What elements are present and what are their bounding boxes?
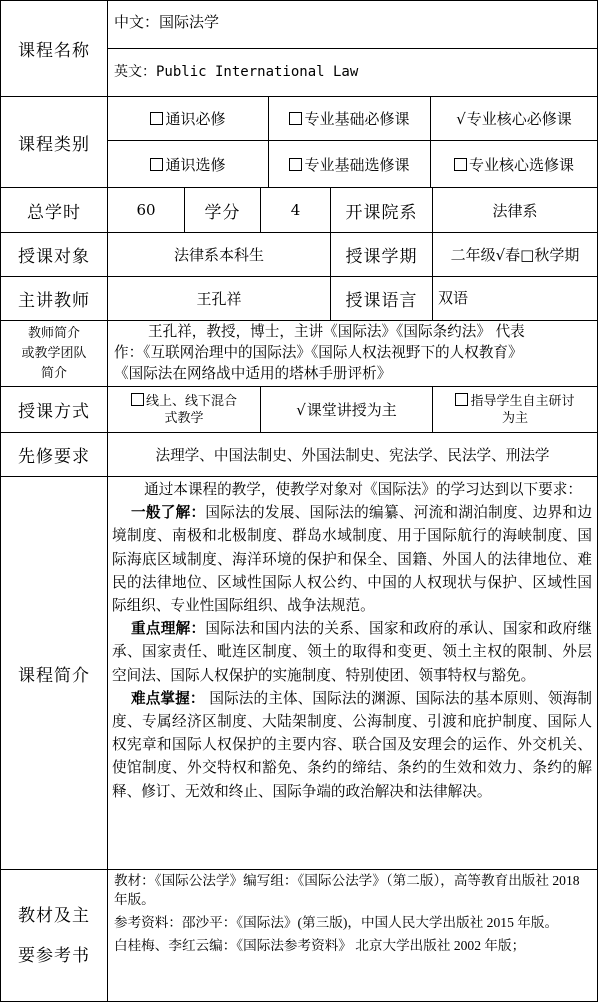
course-name-label: 课程名称: [18, 41, 90, 61]
teacher-intro-line: 作：《互联网治理中的国际法》《国际人权法视野下的人权教育》: [114, 344, 523, 361]
course-name-cn: 中文：国际法学: [114, 13, 220, 31]
checkbox-icon: [150, 158, 163, 171]
teacher-intro-line: 王孔祥，教授，博士，主讲《国际法》《国际条约法》 代表: [148, 323, 525, 340]
check-mark-icon: √: [456, 109, 466, 128]
checkbox-icon: [131, 393, 144, 406]
course-summary-text: [112, 478, 592, 803]
category-option: 通识必修: [108, 97, 268, 140]
language-label: 授课语言: [345, 291, 418, 311]
lecturer-value: 王孔祥: [196, 290, 242, 308]
prerequisites-label: 先修要求: [18, 447, 90, 467]
audience-value: 法律系本科生: [173, 246, 264, 264]
method-option-selected: √ 课堂讲授为主: [296, 400, 397, 419]
teacher-intro-line: 《国际法在网络战中适用的塔林手册评析》: [114, 365, 392, 382]
course-name-en: 英文：Public International Law: [114, 64, 359, 80]
summary-key: 重点理解：国际法和国内法的关系、国家和政府的承认、国家和政府继承、国家责任、毗连区制度、领土的取得和变更、领土主权的限制、外层空间法、国际人权保护的实施制度、特别使团、领事特权与豁免。: [112, 620, 592, 684]
department-label: 开课院系: [345, 202, 418, 223]
checkbox-icon: [455, 393, 468, 406]
summary-general: 一般了解：国际法的发展、国际法的编纂、河流和湖泊制度、边界和边境制度、南极和北极制度、群岛水域制度、用于国际航行的海峡制度、国际海底区域制度、海洋环境的保护和保全、国籍、外国人的法律地位、难民的法律地位、区域性国际人权公约、中国的人权现状与保护、区域性国际组织、专业性国际组织、战争法规范。: [112, 504, 592, 615]
category-option: 专业核心选修课: [431, 141, 597, 187]
textbook-item: 白桂梅、李红云编：《国际法参考资料》 北京大学出版社 2002 年版；: [114, 938, 526, 953]
textbooks-label: 教材及主 要参考书: [18, 905, 90, 966]
total-hours-label: 总学时: [27, 202, 81, 223]
category-option: 专业基础必修课: [269, 97, 430, 140]
method-option: 指导学生自主研讨 为主: [433, 387, 597, 432]
lecturer-label: 主讲教师: [18, 291, 90, 311]
total-hours-value: 60: [136, 201, 156, 219]
credit-label: 学分: [204, 202, 241, 223]
language-value: 双语: [438, 289, 469, 307]
prerequisites-value: 法理学、中国法制史、外国法制史、宪法学、民法学、刑法学: [155, 447, 550, 464]
audience-label: 授课对象: [18, 247, 90, 267]
summary-intro: 通过本课程的教学，使教学对象对《国际法》的学习达到以下要求：: [144, 481, 582, 498]
course-summary-label: 课程简介: [18, 665, 90, 686]
textbook-item: 参考资料：邵沙平：《国际法》(第三版)，中国人民大学出版社 2015 年版。: [114, 915, 559, 930]
teacher-intro-label: 教师简介 或教学团队 简介: [21, 325, 87, 381]
textbooks-list: [114, 871, 592, 955]
method-option: 线上、线下混合 式教学: [108, 387, 260, 432]
check-mark-icon: √: [296, 400, 306, 419]
category-option: 通识选修: [108, 141, 268, 187]
checkbox-icon: [454, 158, 467, 171]
category-option: 专业基础选修课: [269, 141, 430, 187]
checkbox-icon: [150, 112, 163, 125]
checkbox-icon: [289, 158, 302, 171]
course-category-label: 课程类别: [18, 134, 90, 155]
term-label: 授课学期: [345, 247, 418, 267]
category-option-selected: √ 专业核心必修课: [456, 109, 572, 128]
row-divider: [107, 48, 598, 49]
term-value: 二年级√春□秋学期: [450, 246, 580, 264]
checkbox-icon: [289, 112, 302, 125]
teaching-method-label: 授课方式: [18, 402, 90, 422]
department-value: 法律系: [492, 201, 538, 220]
summary-hard: 难点掌握： 国际法的主体、国际法的渊源、国际法的基本原则、领海制度、专属经济区制度、大陆架制度、公海制度、引渡和庇护制度、国际人权宪章和国际人权保护的主要内容、联合国及安理会的运作、外交机关、使馆制度、外交特权和豁免、条约的缔结、条约的生效和效力、条约的解释、修订、无效和终止、国际争端的政治解决和法律解决。: [112, 689, 592, 800]
textbook-item: 教材：《国际公法学》编写组：《国际公法学》（第二版），高等教育出版社 2018 年版。: [114, 873, 580, 907]
credit-value: 4: [290, 201, 301, 219]
